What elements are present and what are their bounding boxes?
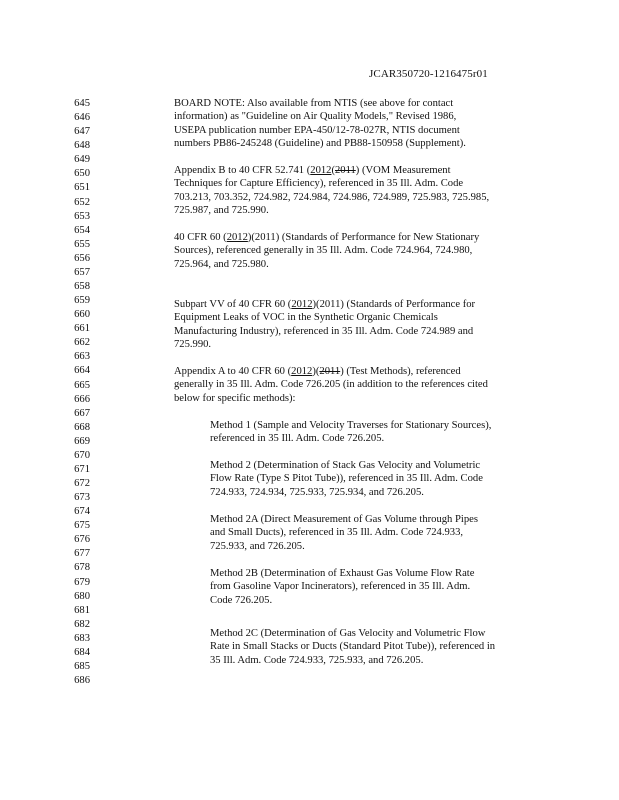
line-number: 671 bbox=[74, 463, 90, 475]
line-number: 652 bbox=[74, 196, 90, 208]
line-number: 682 bbox=[74, 618, 90, 630]
text-line: 725.990. bbox=[174, 339, 212, 350]
line-number: 684 bbox=[74, 646, 90, 658]
line-number: 677 bbox=[74, 548, 90, 560]
line-number: 646 bbox=[74, 112, 90, 124]
line-number: 666 bbox=[74, 393, 90, 405]
text-line: numbers PB86-245248 (Guideline) and PB88-150958 (Supplement). bbox=[174, 138, 466, 149]
line-number: 661 bbox=[74, 323, 90, 335]
deleted-text: 2011 bbox=[334, 165, 356, 176]
text-line: 725.964, and 725.980. bbox=[174, 259, 269, 270]
text-line: USEPA publication number EPA-450/12-78-027R, NTIS document bbox=[174, 125, 460, 136]
line-number: 650 bbox=[74, 168, 90, 180]
text-line: Appendix B to 40 CFR 52.741 (2012(2011) (VOM Measurement bbox=[174, 165, 451, 176]
line-number: 673 bbox=[74, 492, 90, 503]
line-number: 655 bbox=[74, 238, 90, 250]
text-line: Manufacturing Industry), referenced in 35 Ill. Adm. Code 724.989 and bbox=[174, 326, 474, 337]
text-line: Sources), referenced generally in 35 Ill. Adm. Code 724.964, 724.980, bbox=[174, 245, 473, 256]
text-line: from Gasoline Vapor Incinerators), referenced in 35 Ill. Adm. bbox=[210, 581, 471, 592]
line-number: 648 bbox=[74, 140, 90, 152]
line-number: 663 bbox=[74, 351, 90, 363]
text-line: BOARD NOTE: Also available from NTIS (see above for contact bbox=[174, 98, 454, 109]
text-line: Method 1 (Sample and Velocity Traverses for Stationary Sources), bbox=[210, 420, 492, 431]
text-line: Flow Rate (Type S Pitot Tube)), referenced in 35 Ill. Adm. Code bbox=[210, 473, 483, 484]
text-line: Method 2B (Determination of Exhaust Gas Volume Flow Rate bbox=[210, 568, 475, 579]
text-line: 725.987, and 725.990. bbox=[174, 205, 269, 216]
document-id: JCAR350720-1216475r01 bbox=[369, 68, 488, 80]
line-number: 674 bbox=[74, 506, 90, 518]
line-number: 683 bbox=[74, 632, 90, 644]
line-number: 662 bbox=[74, 337, 90, 349]
line-number: 672 bbox=[74, 478, 90, 489]
line-number: 664 bbox=[74, 365, 90, 377]
inserted-text: 2012 bbox=[291, 299, 313, 310]
text-line: 724.933, 724.934, 725.933, 725.934, and 726.205. bbox=[210, 487, 424, 498]
line-number: 679 bbox=[74, 576, 90, 588]
line-number: 658 bbox=[74, 281, 90, 292]
line-number: 665 bbox=[74, 379, 90, 391]
text-line: Method 2A (Direct Measurement of Gas Volume through Pipes bbox=[210, 514, 478, 525]
line-number: 653 bbox=[74, 210, 90, 222]
line-number: 667 bbox=[74, 407, 90, 419]
line-number: 678 bbox=[74, 562, 90, 574]
line-number: 685 bbox=[74, 660, 90, 672]
deleted-text: 2011 bbox=[319, 366, 341, 377]
line-number: 657 bbox=[74, 266, 90, 278]
text-line: Rate in Small Stacks or Ducts (Standard Pitot Tube)), referenced in bbox=[210, 641, 496, 652]
text-line: Method 2C (Determination of Gas Velocity and Volumetric Flow bbox=[210, 628, 486, 639]
text-line: 725.933, and 726.205. bbox=[210, 541, 305, 552]
line-number: 645 bbox=[74, 98, 90, 109]
line-number: 659 bbox=[74, 295, 90, 306]
text-line: Method 2 (Determination of Stack Gas Velocity and Volumetric bbox=[210, 460, 481, 471]
text-line: Techniques for Capture Efficiency), referenced in 35 Ill. Adm. Code bbox=[174, 178, 464, 189]
inserted-text: 2012 bbox=[226, 232, 248, 243]
line-number: 654 bbox=[74, 224, 90, 236]
line-number: 669 bbox=[74, 435, 90, 447]
text-line: 703.213, 703.352, 724.982, 724.984, 724.986, 724.989, 725.983, 725.985, bbox=[174, 192, 490, 203]
inserted-text: 2012 bbox=[291, 366, 313, 377]
text-line: Subpart VV of 40 CFR 60 (2012)(2011) (Standards of Performance for bbox=[174, 299, 476, 310]
line-number: 668 bbox=[74, 421, 90, 433]
line-number: 647 bbox=[74, 126, 90, 138]
text-line: 40 CFR 60 (2012)(2011) (Standards of Performance for New Stationary bbox=[174, 232, 480, 243]
line-number: 660 bbox=[74, 309, 90, 321]
line-number: 686 bbox=[74, 675, 90, 686]
text-line: Equipment Leaks of VOC in the Synthetic Organic Chemicals bbox=[174, 312, 438, 323]
line-number: 681 bbox=[74, 604, 90, 616]
text-line: generally in 35 Ill. Adm. Code 726.205 (in addition to the references cited bbox=[174, 379, 488, 390]
text-line: below for specific methods): bbox=[174, 393, 296, 404]
line-number: 675 bbox=[74, 520, 90, 532]
text-line: Code 726.205. bbox=[210, 595, 273, 606]
text-line: and Small Ducts), referenced in 35 Ill. Adm. Code 724.933, bbox=[210, 527, 464, 538]
text-line: Appendix A to 40 CFR 60 (2012)(2011) (Test Methods), referenced bbox=[174, 366, 461, 377]
line-number: 670 bbox=[74, 449, 90, 461]
line-number: 680 bbox=[74, 590, 90, 602]
line-number: 651 bbox=[74, 182, 90, 194]
inserted-text: 2012 bbox=[310, 165, 332, 176]
line-number: 656 bbox=[74, 252, 90, 264]
text-line: information) as "Guideline on Air Quality Models," Revised 1986, bbox=[174, 111, 457, 122]
line-number: 676 bbox=[74, 534, 90, 546]
text-line: 35 Ill. Adm. Code 724.933, 725.933, and 726.205. bbox=[210, 655, 424, 666]
line-number: 649 bbox=[74, 154, 90, 166]
text-line: referenced in 35 Ill. Adm. Code 726.205. bbox=[210, 433, 385, 444]
